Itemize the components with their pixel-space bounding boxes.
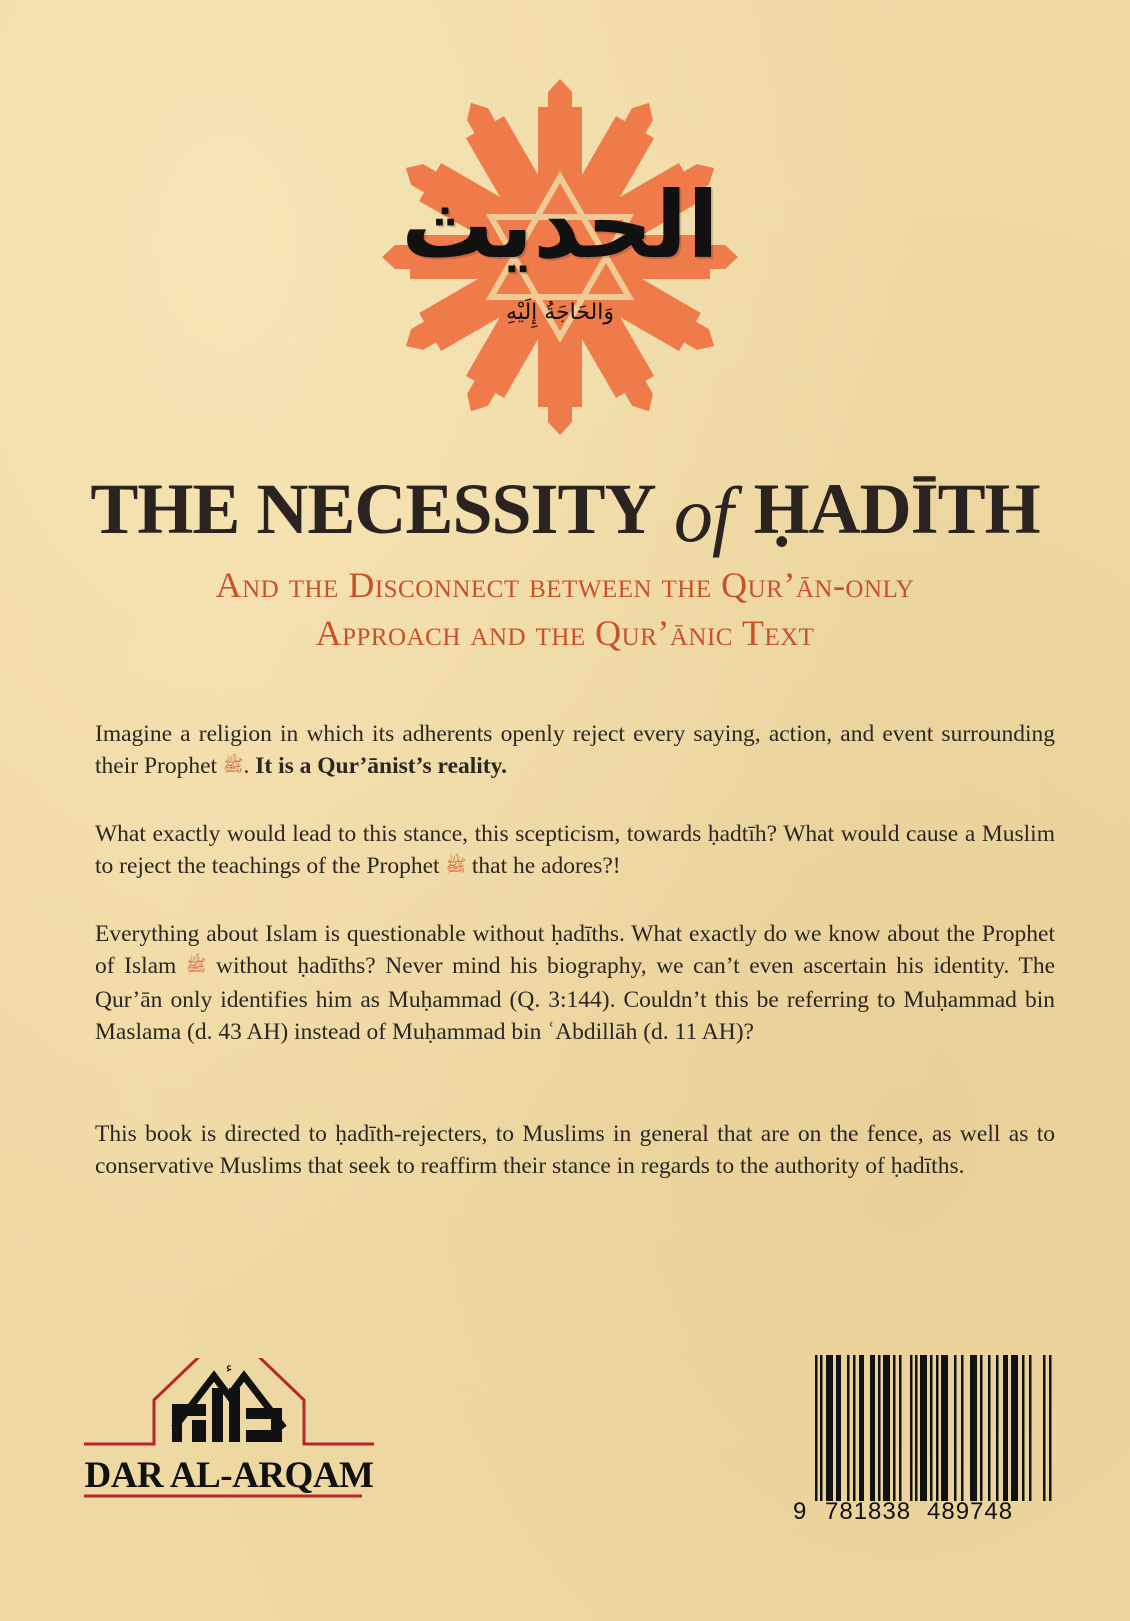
subtitle-line-2: Approach and the Qur’ānic Text (315, 613, 815, 653)
paragraph-text: . (243, 753, 250, 779)
isbn-digits (793, 1498, 1065, 1528)
isbn-barcode (793, 1355, 1065, 1525)
paragraph-text: Imagine a religion in which its adherents openly reject every saying, action, and event surrounding their Prophet (95, 721, 1055, 779)
emblem-calligraphy (375, 72, 745, 442)
subtitle-line-1: And the Disconnect between the Qur’ān-only (215, 565, 915, 605)
arabic-title: الحديث (401, 171, 719, 279)
svg-text:ء: ء (225, 1360, 233, 1376)
book-title (0, 462, 1130, 558)
blurb-paragraph-1 (95, 718, 1055, 784)
blurb-paragraph-2 (95, 818, 1055, 884)
isbn-group-2: 489748 (927, 1498, 1014, 1525)
blurb-paragraph-4: This book is directed to ḥadīth-rejecters, to Muslims in general that are on the fence, as well as to conservative Muslims that seek to reaffirm their stance in regards to the authority of ḥadīths. (95, 1121, 1055, 1179)
publisher-name: DAR AL-ARQAM (84, 1455, 374, 1496)
paragraph-text: that he adores?! (465, 853, 621, 879)
title-part-2: ḤADĪTH (753, 469, 1040, 549)
barcode-bars-icon (815, 1355, 1065, 1501)
blurb-paragraph-3 (95, 918, 1055, 1048)
paragraph-text: without ḥadīths? Never mind his biography, we can’t even ascertain his identity. The Qur’ān only identifies him as Muḥammad (Q. 3:144). Couldn’t this be referring to Muḥammad bin Maslama (d. 43 AH) instead of Muḥammad bin ʿAbdillāh (d. 11 AH)? (95, 953, 1055, 1045)
paragraph-text: What exactly would lead to this stance, this scepticism, towards ḥadtīh? What would cause a Muslim to reject the teachings of the Prophet (95, 821, 1055, 879)
isbn-lead-digit: 9 (793, 1498, 807, 1525)
title-part-1: THE NECESSITY (90, 469, 653, 549)
paragraph-text: Everything about Islam is questionable without ḥadīths. What exactly do we know about the Prophet of Islam (95, 921, 1055, 979)
arabic-subtitle: وَالحَاجَةُ إِلَيْهِ (506, 299, 614, 325)
emphasis-text: It is a Qur’ānist’s reality. (249, 753, 507, 779)
honorific-icon: ﷺ (185, 956, 207, 976)
isbn-group-1: 781838 (825, 1498, 912, 1525)
hadith-emblem (375, 72, 745, 442)
house-logo-icon (84, 1358, 374, 1538)
title-connector: of (673, 471, 733, 558)
honorific-icon: ﷺ (445, 856, 466, 876)
publisher-logo (84, 1358, 374, 1538)
honorific-icon: ﷺ (222, 756, 244, 776)
